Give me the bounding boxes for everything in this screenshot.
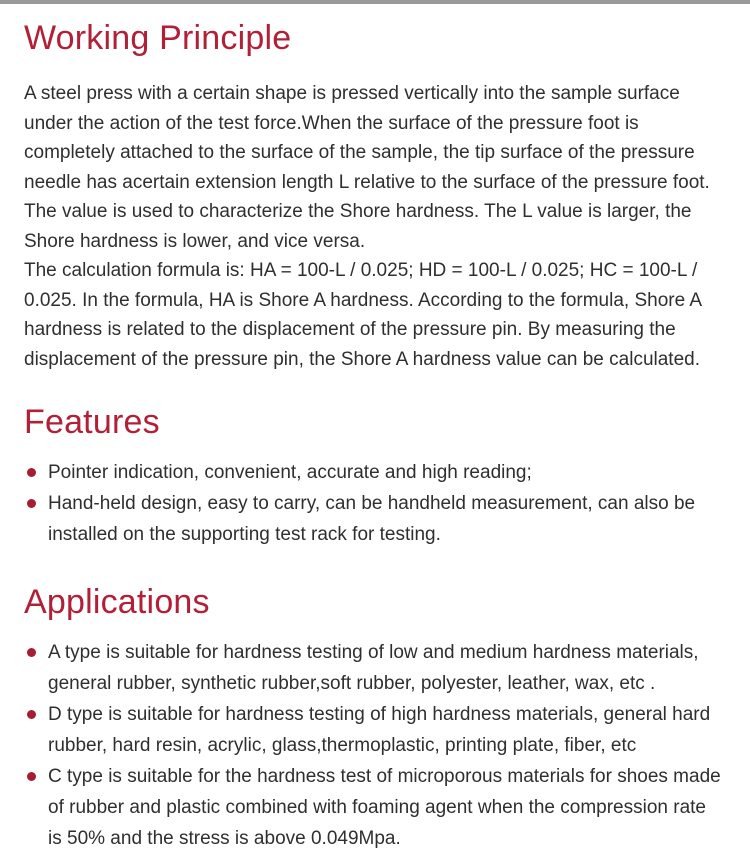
application-item-text: A type is suitable for hardness testing of low and medium hardness materials, general rubber, synthetic rubber,soft rubber, polyester, leather, wax, etc . bbox=[48, 642, 699, 694]
list-item bbox=[24, 457, 724, 488]
features-list bbox=[24, 457, 724, 550]
document-content bbox=[0, 16, 750, 854]
bullet-icon bbox=[27, 468, 36, 477]
working-principle-heading: Working Principle bbox=[24, 19, 292, 57]
features-heading: Features bbox=[24, 403, 160, 441]
feature-item-text: Hand-held design, easy to carry, can be handheld measurement, can also be installed on the supporting test rack for testing. bbox=[48, 493, 696, 545]
feature-item-text: Pointer indication, convenient, accurate and high reading; bbox=[48, 462, 532, 483]
working-principle-paragraph-1: A steel press with a certain shape is pressed vertically into the sample surface under the action of the test force.When the surface of the pressure foot is completely attached to the surface of the sample, the tip surface of the pressure needle has acertain extension length L relative to the surface of the pressure foot. The value is used to characterize the Shore hardness. The L value is larger, the Shore hardness is lower, and vice versa. bbox=[24, 83, 710, 252]
working-principle-body bbox=[24, 79, 724, 374]
bullet-icon bbox=[27, 648, 36, 657]
list-item bbox=[24, 699, 724, 761]
list-item bbox=[24, 488, 724, 550]
bullet-icon bbox=[27, 499, 36, 508]
top-divider-bar bbox=[0, 0, 750, 4]
applications-heading: Applications bbox=[24, 583, 210, 621]
bullet-icon bbox=[27, 772, 36, 781]
list-item bbox=[24, 761, 724, 854]
bullet-icon bbox=[27, 710, 36, 719]
applications-list bbox=[24, 637, 724, 854]
application-item-text: D type is suitable for hardness testing of high hardness materials, general hard rubber, hard resin, acrylic, glass,thermoplastic, printing plate, fiber, etc bbox=[48, 704, 711, 756]
list-item bbox=[24, 637, 724, 699]
application-item-text: C type is suitable for the hardness test of microporous materials for shoes made of rubber and plastic combined with foaming agent when the compression rate is 50% and the stress is above 0.049Mpa. bbox=[48, 766, 721, 849]
working-principle-paragraph-2: The calculation formula is: HA = 100-L / 0.025; HD = 100-L / 0.025; HC = 100-L / 0.025. In the formula, HA is Shore A hardness. According to the formula, Shore A hardness is related to the displacement of the pressure pin. By measuring the displacement of the pressure pin, the Shore A hardness value can be calculated. bbox=[24, 260, 702, 370]
